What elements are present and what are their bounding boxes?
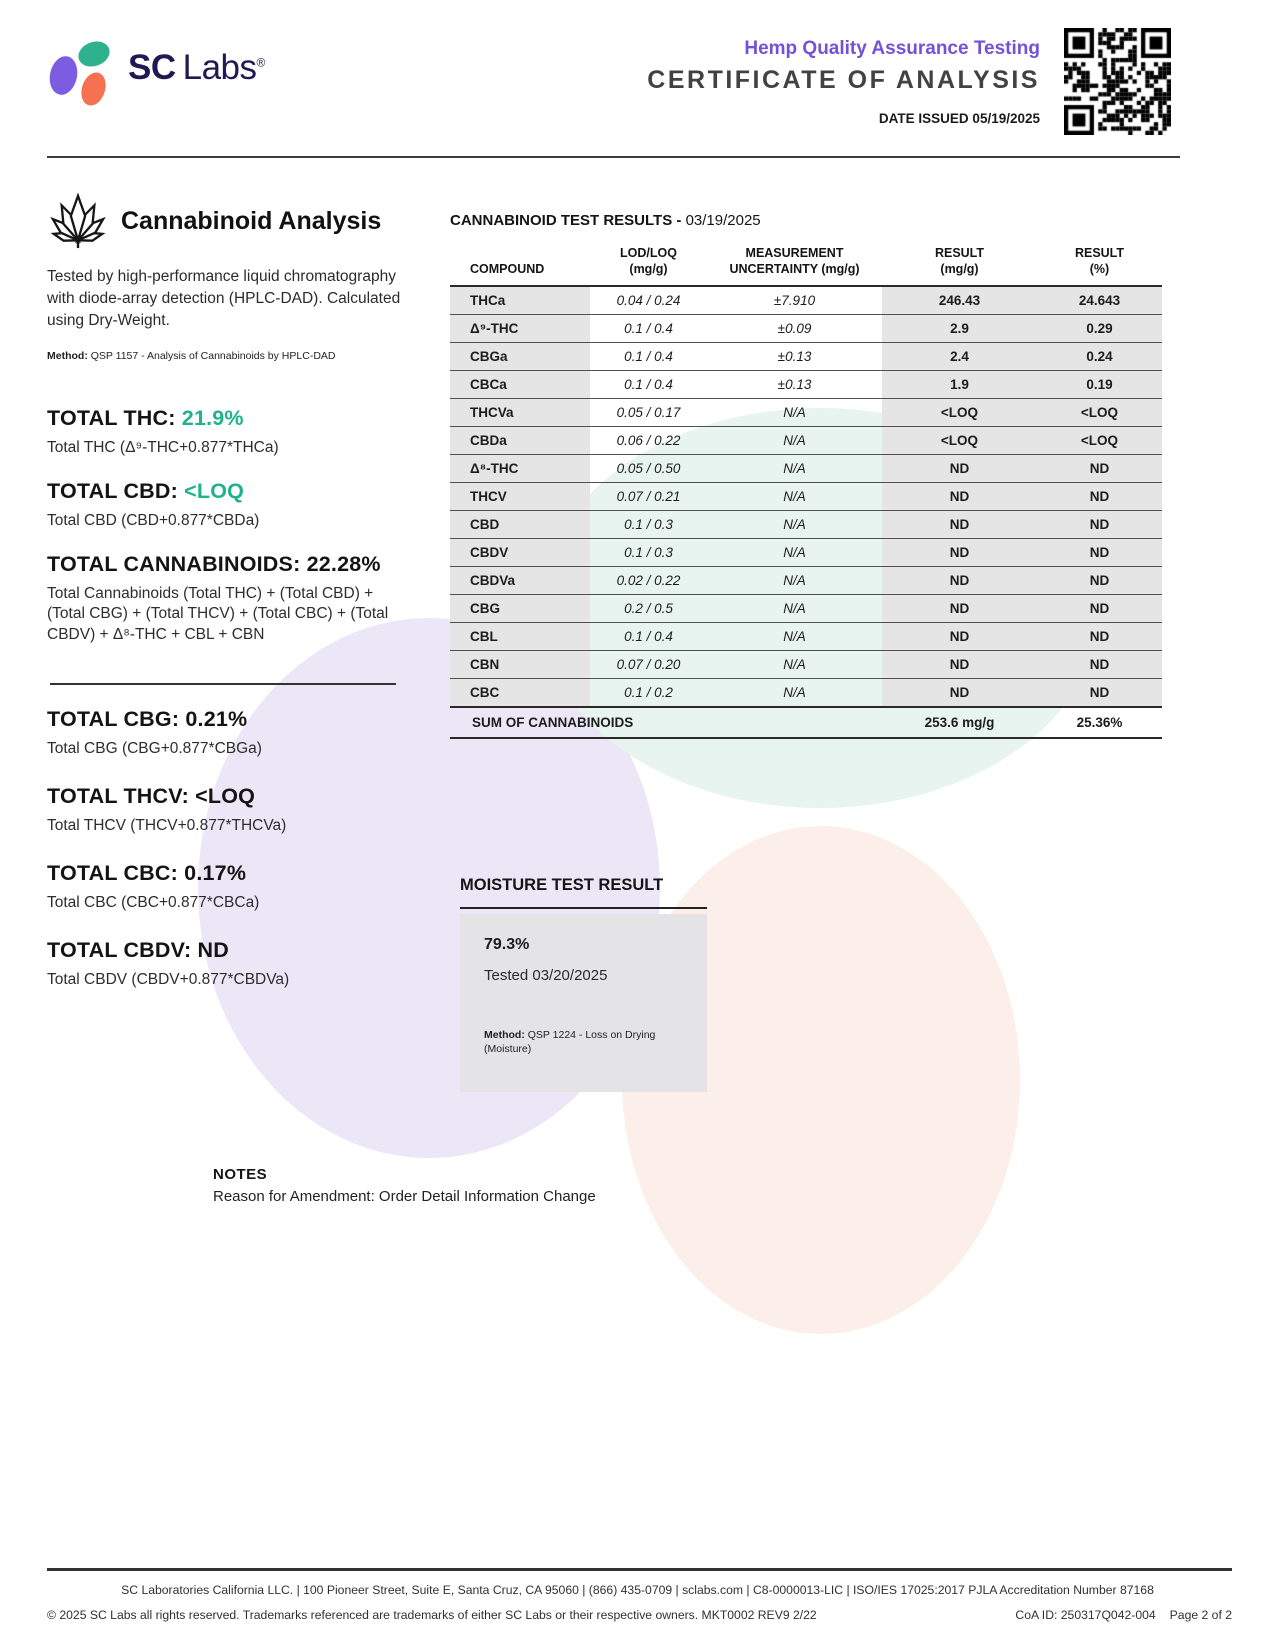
lod-loq-value: 0.07 / 0.20 [590,651,707,679]
result-mg-value: <LOQ [882,427,1037,455]
result-mg-value: ND [882,679,1037,708]
lod-loq-value: 0.06 / 0.22 [590,427,707,455]
result-pct-value: ND [1037,679,1162,708]
total-label: TOTAL CBC: [47,860,185,885]
lod-loq-value: 0.1 / 0.3 [590,511,707,539]
footer-divider [47,1568,1232,1571]
uncertainty-value: N/A [707,511,882,539]
total-formula: Total CBDV (CBDV+0.877*CBDVa) [47,971,290,989]
total-value: ND [197,938,229,963]
lod-loq-value: 0.1 / 0.4 [590,371,707,399]
cannabinoid-analysis-section [47,192,423,1015]
result-pct-value: ND [1037,651,1162,679]
moisture-tested-date: Tested 03/20/2025 [484,967,608,984]
compound-name: THCV [450,483,590,511]
total-item [47,861,423,913]
moisture-value: 79.3% [484,936,530,953]
analysis-description: Tested by high-performance liquid chromatography with diode-array detection (HPLC-DAD). Calculated using Dry-Weight. [47,268,401,329]
result-mg-value: 1.9 [882,371,1037,399]
sum-label: SUM OF CANNABINOIDS [450,707,882,738]
result-mg-value: 2.4 [882,343,1037,371]
column-header: RESULT (mg/g) [882,246,1037,286]
result-mg-value: ND [882,539,1037,567]
compound-name: CBCa [450,371,590,399]
lod-loq-value: 0.07 / 0.21 [590,483,707,511]
result-mg-value: 246.43 [882,286,1037,315]
lod-loq-value: 0.1 / 0.3 [590,539,707,567]
table-row [450,286,1162,315]
total-item [47,406,423,458]
table-row [450,483,1162,511]
uncertainty-value: N/A [707,483,882,511]
lod-loq-value: 0.2 / 0.5 [590,595,707,623]
totals-divider [50,683,396,685]
lod-loq-value: 0.05 / 0.50 [590,455,707,483]
result-mg-value: ND [882,623,1037,651]
footer-coa-id: CoA ID: 250317Q042-004 [1015,1608,1156,1622]
result-mg-value: ND [882,511,1037,539]
uncertainty-value: N/A [707,623,882,651]
header-divider [47,156,1180,158]
result-pct-value: ND [1037,567,1162,595]
uncertainty-value: ±0.13 [707,371,882,399]
results-table-title: CANNABINOID TEST RESULTS - 03/19/2025 [450,212,761,229]
total-value: 21.9% [181,406,244,430]
result-pct-value: ND [1037,539,1162,567]
compound-name: CBN [450,651,590,679]
lod-loq-value: 0.1 / 0.4 [590,343,707,371]
notes-body: Reason for Amendment: Order Detail Information Change [213,1188,596,1205]
result-mg-value: 2.9 [882,315,1037,343]
lod-loq-value: 0.04 / 0.24 [590,286,707,315]
compound-name: THCVa [450,399,590,427]
uncertainty-value: ±0.13 [707,343,882,371]
table-row [450,427,1162,455]
result-mg-value: <LOQ [882,399,1037,427]
table-row [450,511,1162,539]
cannabinoid-results-table [450,246,1162,739]
moisture-divider [460,907,707,909]
table-row [450,539,1162,567]
total-formula: Total CBG (CBG+0.877*CBGa) [47,739,262,757]
compound-name: CBD [450,511,590,539]
moisture-result-box [460,914,707,1092]
compound-name: THCa [450,286,590,315]
logo-purple-blob [46,54,81,98]
uncertainty-value: N/A [707,679,882,708]
result-pct-value: <LOQ [1037,427,1162,455]
column-header: LOD/LOQ (mg/g) [590,246,707,286]
lod-loq-value: 0.1 / 0.4 [590,623,707,651]
table-row [450,371,1162,399]
table-row [450,679,1162,708]
total-formula: Total THC (Δ⁹-THC+0.877*THCa) [47,439,279,456]
total-formula: Total THCV (THCV+0.877*THCVa) [47,816,287,834]
uncertainty-value: N/A [707,595,882,623]
sum-row [450,707,1162,738]
result-pct-value: ND [1037,595,1162,623]
compound-name: CBDa [450,427,590,455]
total-value: <LOQ [195,783,256,808]
sum-result-mg: 253.6 mg/g [882,707,1037,738]
total-label: TOTAL THC: [47,406,182,430]
program-title: Hemp Quality Assurance Testing [744,38,1040,59]
footer-legal-row [47,1608,1232,1622]
brand-sc: SC [128,48,176,87]
notes-title: NOTES [213,1166,268,1183]
analysis-method: Method: QSP 1157 - Analysis of Cannabinoids by HPLC-DAD [47,350,336,362]
brand-wordmark [128,48,265,88]
table-header-row [450,246,1162,286]
compound-name: CBDVa [450,567,590,595]
result-pct-value: 24.643 [1037,286,1162,315]
column-header: MEASUREMENT UNCERTAINTY (mg/g) [707,246,882,286]
table-row [450,315,1162,343]
compound-name: CBG [450,595,590,623]
total-item [47,784,423,836]
logo-orange-blob [77,69,109,108]
section-title: Cannabinoid Analysis [121,206,382,235]
compound-name: CBGa [450,343,590,371]
result-pct-value: ND [1037,483,1162,511]
table-row [450,567,1162,595]
moisture-method: Method: QSP 1224 - Loss on Drying (Moisture) [484,1029,656,1056]
sclabs-logo-icon [50,40,120,110]
total-label: TOTAL CBD: [47,479,185,504]
footer-copyright: © 2025 SC Labs all rights reserved. Trademarks referenced are trademarks of either SC Labs or their respective owners. MKT0002 REV9 2/22 [47,1608,817,1622]
total-label: TOTAL CBDV: [47,938,198,963]
total-formula: Total CBC (CBC+0.877*CBCa) [47,893,260,911]
uncertainty-value: N/A [707,651,882,679]
total-value: 0.17% [184,860,247,885]
uncertainty-value: N/A [707,455,882,483]
result-pct-value: 0.29 [1037,315,1162,343]
total-label: TOTAL CBG: [47,706,186,731]
total-item [47,552,423,644]
total-value: 22.28% [306,552,381,577]
registered-mark: ® [256,55,265,70]
compound-name: Δ⁸-THC [450,455,590,483]
brand-labs: Labs [182,48,257,87]
result-mg-value: ND [882,567,1037,595]
lod-loq-value: 0.1 / 0.4 [590,315,707,343]
total-label: TOTAL THCV: [47,783,196,808]
total-item [47,707,423,759]
cannabis-leaf-icon [47,192,109,250]
result-pct-value: ND [1037,455,1162,483]
total-formula: Total Cannabinoids (Total THC) + (Total CBD) + (Total CBG) + (Total THCV) + (Total CBC) + (Total CBDV) + Δ⁸-THC + CBL + CBN [47,585,389,643]
table-row [450,343,1162,371]
result-pct-value: ND [1037,511,1162,539]
compound-name: CBC [450,679,590,708]
uncertainty-value: ±0.09 [707,315,882,343]
column-header: RESULT (%) [1037,246,1162,286]
lod-loq-value: 0.02 / 0.22 [590,567,707,595]
table-row [450,595,1162,623]
compound-name: CBDV [450,539,590,567]
footer-lab-info: SC Laboratories California LLC. | 100 Pioneer Street, Suite E, Santa Cruz, CA 95060 | (866) 435-0709 | sclabs.com | C8-0000013-LIC | ISO/IES 17025:2017 PJLA Accreditation Number 87168 [121,1583,1154,1597]
sum-result-pct: 25.36% [1037,707,1162,738]
qr-code [1064,28,1171,135]
total-value: <LOQ [184,479,245,504]
result-pct-value: 0.24 [1037,343,1162,371]
moisture-title: MOISTURE TEST RESULT [460,876,664,894]
date-issued: DATE ISSUED 05/19/2025 [878,111,1040,126]
total-value: 0.21% [185,706,248,731]
logo-green-blob [75,37,113,70]
totals-primary [47,406,423,645]
total-label: TOTAL CANNABINOIDS: [47,552,307,577]
lod-loq-value: 0.05 / 0.17 [590,399,707,427]
lod-loq-value: 0.1 / 0.2 [590,679,707,708]
cannabinoid-results-section [450,212,1165,739]
result-pct-value: 0.19 [1037,371,1162,399]
result-mg-value: ND [882,595,1037,623]
compound-name: CBL [450,623,590,651]
uncertainty-value: N/A [707,399,882,427]
result-mg-value: ND [882,455,1037,483]
footer-page-number: Page 2 of 2 [1169,1608,1232,1622]
table-row [450,623,1162,651]
uncertainty-value: N/A [707,567,882,595]
header-title-block [440,38,1040,126]
table-row [450,399,1162,427]
uncertainty-value: ±7.910 [707,286,882,315]
result-pct-value: ND [1037,623,1162,651]
total-item [47,938,423,990]
moisture-section [460,876,707,1092]
total-formula: Total CBD (CBD+0.877*CBDa) [47,512,260,530]
uncertainty-value: N/A [707,427,882,455]
result-pct-value: <LOQ [1037,399,1162,427]
totals-secondary [47,707,423,991]
result-mg-value: ND [882,483,1037,511]
column-header: COMPOUND [450,246,590,286]
table-row [450,651,1162,679]
certificate-title: CERTIFICATE OF ANALYSIS [647,66,1040,94]
compound-name: Δ⁹-THC [450,315,590,343]
total-item [47,479,423,531]
table-row [450,455,1162,483]
uncertainty-value: N/A [707,539,882,567]
result-mg-value: ND [882,651,1037,679]
notes-section [213,1166,596,1205]
